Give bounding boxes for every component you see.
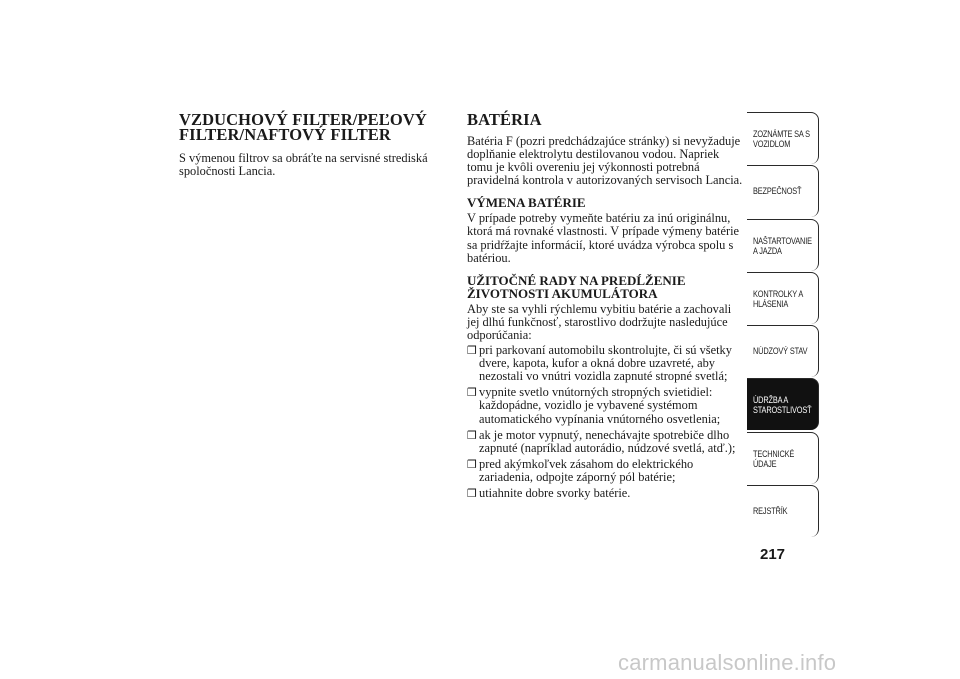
sidebar-item-technical-data[interactable] [747,432,819,484]
list-item [467,429,743,455]
filter-section-text: S výmenou filtrov sa obráťte na servisné strediská spoločnosti Lancia. [179,151,428,179]
left-column [179,112,441,178]
list-item-text: utiahnite dobre svorky batérie. [479,485,631,500]
sidebar-item-index[interactable] [747,485,819,537]
sidebar-item-warning-lights[interactable] [747,272,819,324]
battery-tips-heading-line1: UŽITOČNÉ RADY NA PREDĹŽENIE [467,272,686,288]
list-item-text: ak je motor vypnutý, nenechávajte spotrebiče dlho zapnuté (napríklad autorádio, núdzové svetlá, atď.); [479,427,736,455]
list-item [467,458,743,484]
sidebar-item-label [753,346,819,356]
sidebar-item-label [753,395,819,415]
right-column [467,112,743,503]
filter-title-line1: VZDUCHOVÝ FILTER/PEĽOVÝ [179,110,427,129]
sidebar-label-line1: REJSTŘÍK [753,506,788,517]
sidebar-item-safety[interactable] [747,165,819,217]
sidebar-item-label [753,506,819,516]
sidebar-label-line2: STAROSTLIVOSŤ [753,405,812,416]
sidebar-label-line2: A JAZDA [753,245,782,256]
sidebar-label-line2: VOZIDLOM [753,139,791,149]
sidebar-label-line2: ÚDAJE [753,458,777,469]
list-item-text: pri parkovaní automobilu skontrolujte, či sú všetky dvere, kapota, kufor a okná dobre uzavreté, aby nezostali vo vnútri vozidla zapnuté stropné svetlá; [479,343,732,384]
sidebar-item-label [753,449,819,469]
sidebar-label-line1: TECHNICKÉ [753,448,795,459]
battery-tips-heading-line2: ŽIVOTNOSTI AKUMULÁTORA [467,285,658,301]
sidebar-label-line1: ÚDRŽBA A [753,395,789,406]
sidebar-item-emergency[interactable] [747,325,819,377]
sidebar-item-label [753,186,819,196]
battery-tips-list [467,344,743,500]
sidebar-item-label [753,289,819,309]
checkbox-bullet-icon: ❒ [467,428,477,442]
sidebar-label-line1: KONTROLKY A [753,288,804,299]
sidebar-label-line2: HLÁSENIA [753,298,789,309]
sidebar-item-vehicle-intro[interactable] [747,112,819,164]
checkbox-bullet-icon: ❒ [467,486,477,500]
filter-title-line2: FILTER/NAFTOVÝ FILTER [179,125,391,144]
sidebar-item-label [753,129,819,149]
page-number: 217 [760,546,786,563]
list-item [467,487,743,500]
sidebar-label-line1: NAŠTARTOVANIE [753,235,812,246]
checkbox-bullet-icon: ❒ [467,344,477,358]
battery-tips-heading [467,274,743,300]
battery-replacement-text: V prípade potreby vymeňte batériu za inú originálnu, ktorá má rovnaké vlastnosti. V prípade výmeny batérie sa pridŕžajte informácií, ktoré uvádza výrobca spolu s batériou. [467,211,740,265]
sidebar-item-maintenance[interactable] [747,378,819,430]
site-watermark: carmanualsonline.info [618,650,837,675]
list-item-text: vypnite svetlo vnútorných stropných svietidiel: každopádne, vozidlo je vybavené systémom automatického vypínania vnútorného osvetlenia; [479,385,721,426]
checkbox-bullet-icon: ❒ [467,386,477,400]
list-item [467,344,743,383]
checkbox-bullet-icon: ❒ [467,457,477,471]
sidebar-item-starting-driving[interactable] [747,219,819,271]
sidebar-item-label [753,236,819,256]
sidebar-label-line1: BEZPEČNOSŤ [753,186,802,197]
sidebar-label-line1: ZOZNÁMTE SA S [753,129,810,139]
battery-intro-text: Batéria F (pozri predchádzajúce stránky) si nevyžaduje doplňanie elektrolytu destilovanou vodou. Napriek tomu je kvôli overeniu jej výkonnosti potrebná pravidelná kontrola v autorizovaných servisoch Lancia. [467,134,743,188]
sidebar-label-line1: NÚDZOVÝ STAV [753,346,808,357]
list-item [467,386,743,425]
filter-section-title [179,112,441,142]
list-item-text: pred akýmkoľvek zásahom do elektrického zariadenia, odpojte záporný pól batérie; [479,456,694,484]
battery-section-title: BATÉRIA [467,110,542,129]
battery-tips-intro: Aby ste sa vyhli rýchlemu vybitiu batérie a zachovali jej dlhú funkčnosť, starostlivo dodržujte nasledujúce odporúčania: [467,301,732,342]
chapter-sidebar [747,112,819,538]
battery-replacement-heading: VÝMENA BATÉRIE [467,195,586,211]
